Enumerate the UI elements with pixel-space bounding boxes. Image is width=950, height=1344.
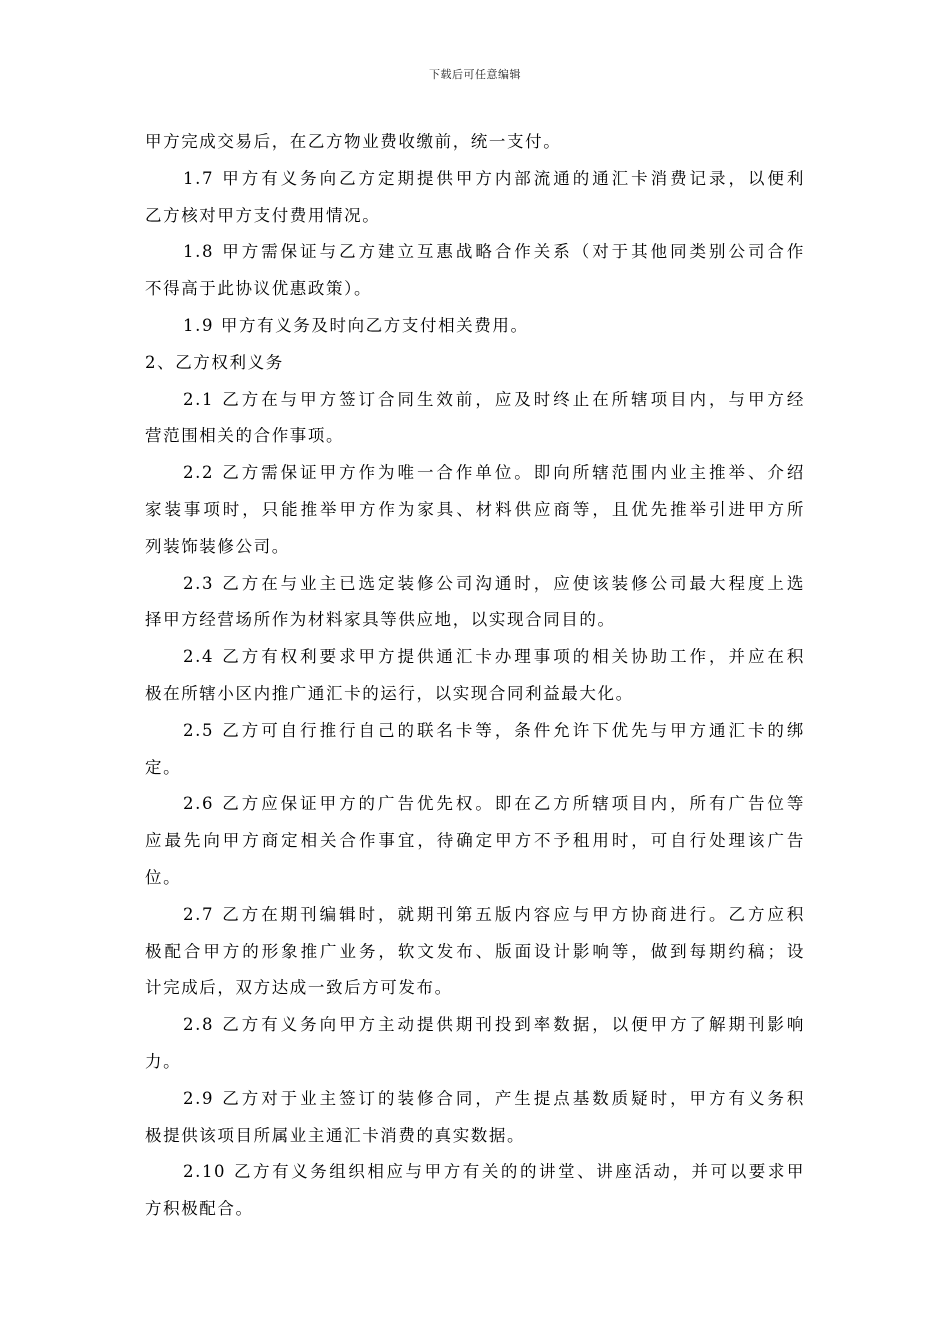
- text-line: 应最先向甲方商定相关合作事宜，待确定甲方不予租用时，可自行处理该广告: [145, 831, 805, 851]
- clause-2-8: 2.8 乙方有义务向甲方主动提供期刊投到率数据，以便甲方了解期刊影响: [183, 1015, 805, 1035]
- clause-2-6: 2.6 乙方应保证甲方的广告优先权。即在乙方所辖项目内，所有广告位等: [183, 794, 805, 814]
- page-header-note: 下载后可任意编辑: [429, 68, 521, 81]
- clause-2-7: 2.7 乙方在期刊编辑时，就期刊第五版内容应与甲方协商进行。乙方应积: [183, 904, 805, 924]
- text-line: 定。: [145, 757, 182, 777]
- section-heading-2: 2、乙方权利义务: [145, 352, 284, 372]
- text-line: 位。: [145, 867, 182, 887]
- text-line: 甲方完成交易后，在乙方物业费收缴前，统一支付。: [145, 132, 562, 151]
- clause-1-9: 1.9 甲方有义务及时向乙方支付相关费用。: [183, 315, 529, 335]
- text-line: 极提供该项目所属业主通汇卡消费的真实数据。: [145, 1125, 526, 1145]
- text-line: 极配合甲方的形象推广业务，软文发布、版面设计影响等，做到每期约稿；设: [145, 941, 805, 961]
- clause-2-2: 2.2 乙方需保证甲方作为唯一合作单位。即向所辖范围内业主推举、介绍: [183, 463, 805, 483]
- text-line: 计完成后，双方达成一致后方可发布。: [145, 978, 453, 998]
- text-line: 不得高于此协议优惠政策）。: [145, 279, 373, 299]
- clause-2-1: 2.1 乙方在与甲方签订合同生效前，应及时终止在所辖项目内，与甲方经: [183, 389, 805, 409]
- text-line: 列装饰装修公司。: [145, 536, 290, 556]
- clause-2-10: 2.10 乙方有义务组织相应与甲方有关的的讲堂、讲座活动，并可以要求甲: [183, 1162, 805, 1182]
- text-line: 极在所辖小区内推广通汇卡的运行，以实现合同利益最大化。: [145, 683, 634, 703]
- text-line: 力。: [145, 1051, 182, 1071]
- text-line: 乙方核对甲方支付费用情况。: [145, 205, 381, 225]
- clause-2-3: 2.3 乙方在与业主已选定装修公司沟通时，应使该装修公司最大程度上选: [183, 573, 805, 593]
- clause-2-4: 2.4 乙方有权利要求甲方提供通汇卡办理事项的相关协助工作，并应在积: [183, 647, 805, 667]
- contract-body: [145, 124, 805, 1228]
- clause-2-9: 2.9 乙方对于业主签订的装修合同，产生提点基数质疑时，甲方有义务积: [183, 1088, 805, 1108]
- text-line: 择甲方经营场所作为材料家具等供应地，以实现合同目的。: [145, 610, 616, 630]
- clause-1-7: 1.7 甲方有义务向乙方定期提供甲方内部流通的通汇卡消费记录，以便利: [183, 168, 805, 188]
- clause-2-5: 2.5 乙方可自行推行自己的联名卡等，条件允许下优先与甲方通汇卡的绑: [183, 720, 805, 740]
- text-line: 营范围相关的合作事项。: [145, 426, 345, 446]
- clause-1-8: 1.8 甲方需保证与乙方建立互惠战略合作关系（对于其他同类别公司合作: [183, 242, 805, 262]
- text-line: 方积极配合。: [145, 1199, 254, 1219]
- text-line: 家装事项时，只能推举甲方作为家具、材料供应商等，且优先推举引进甲方所: [145, 499, 805, 519]
